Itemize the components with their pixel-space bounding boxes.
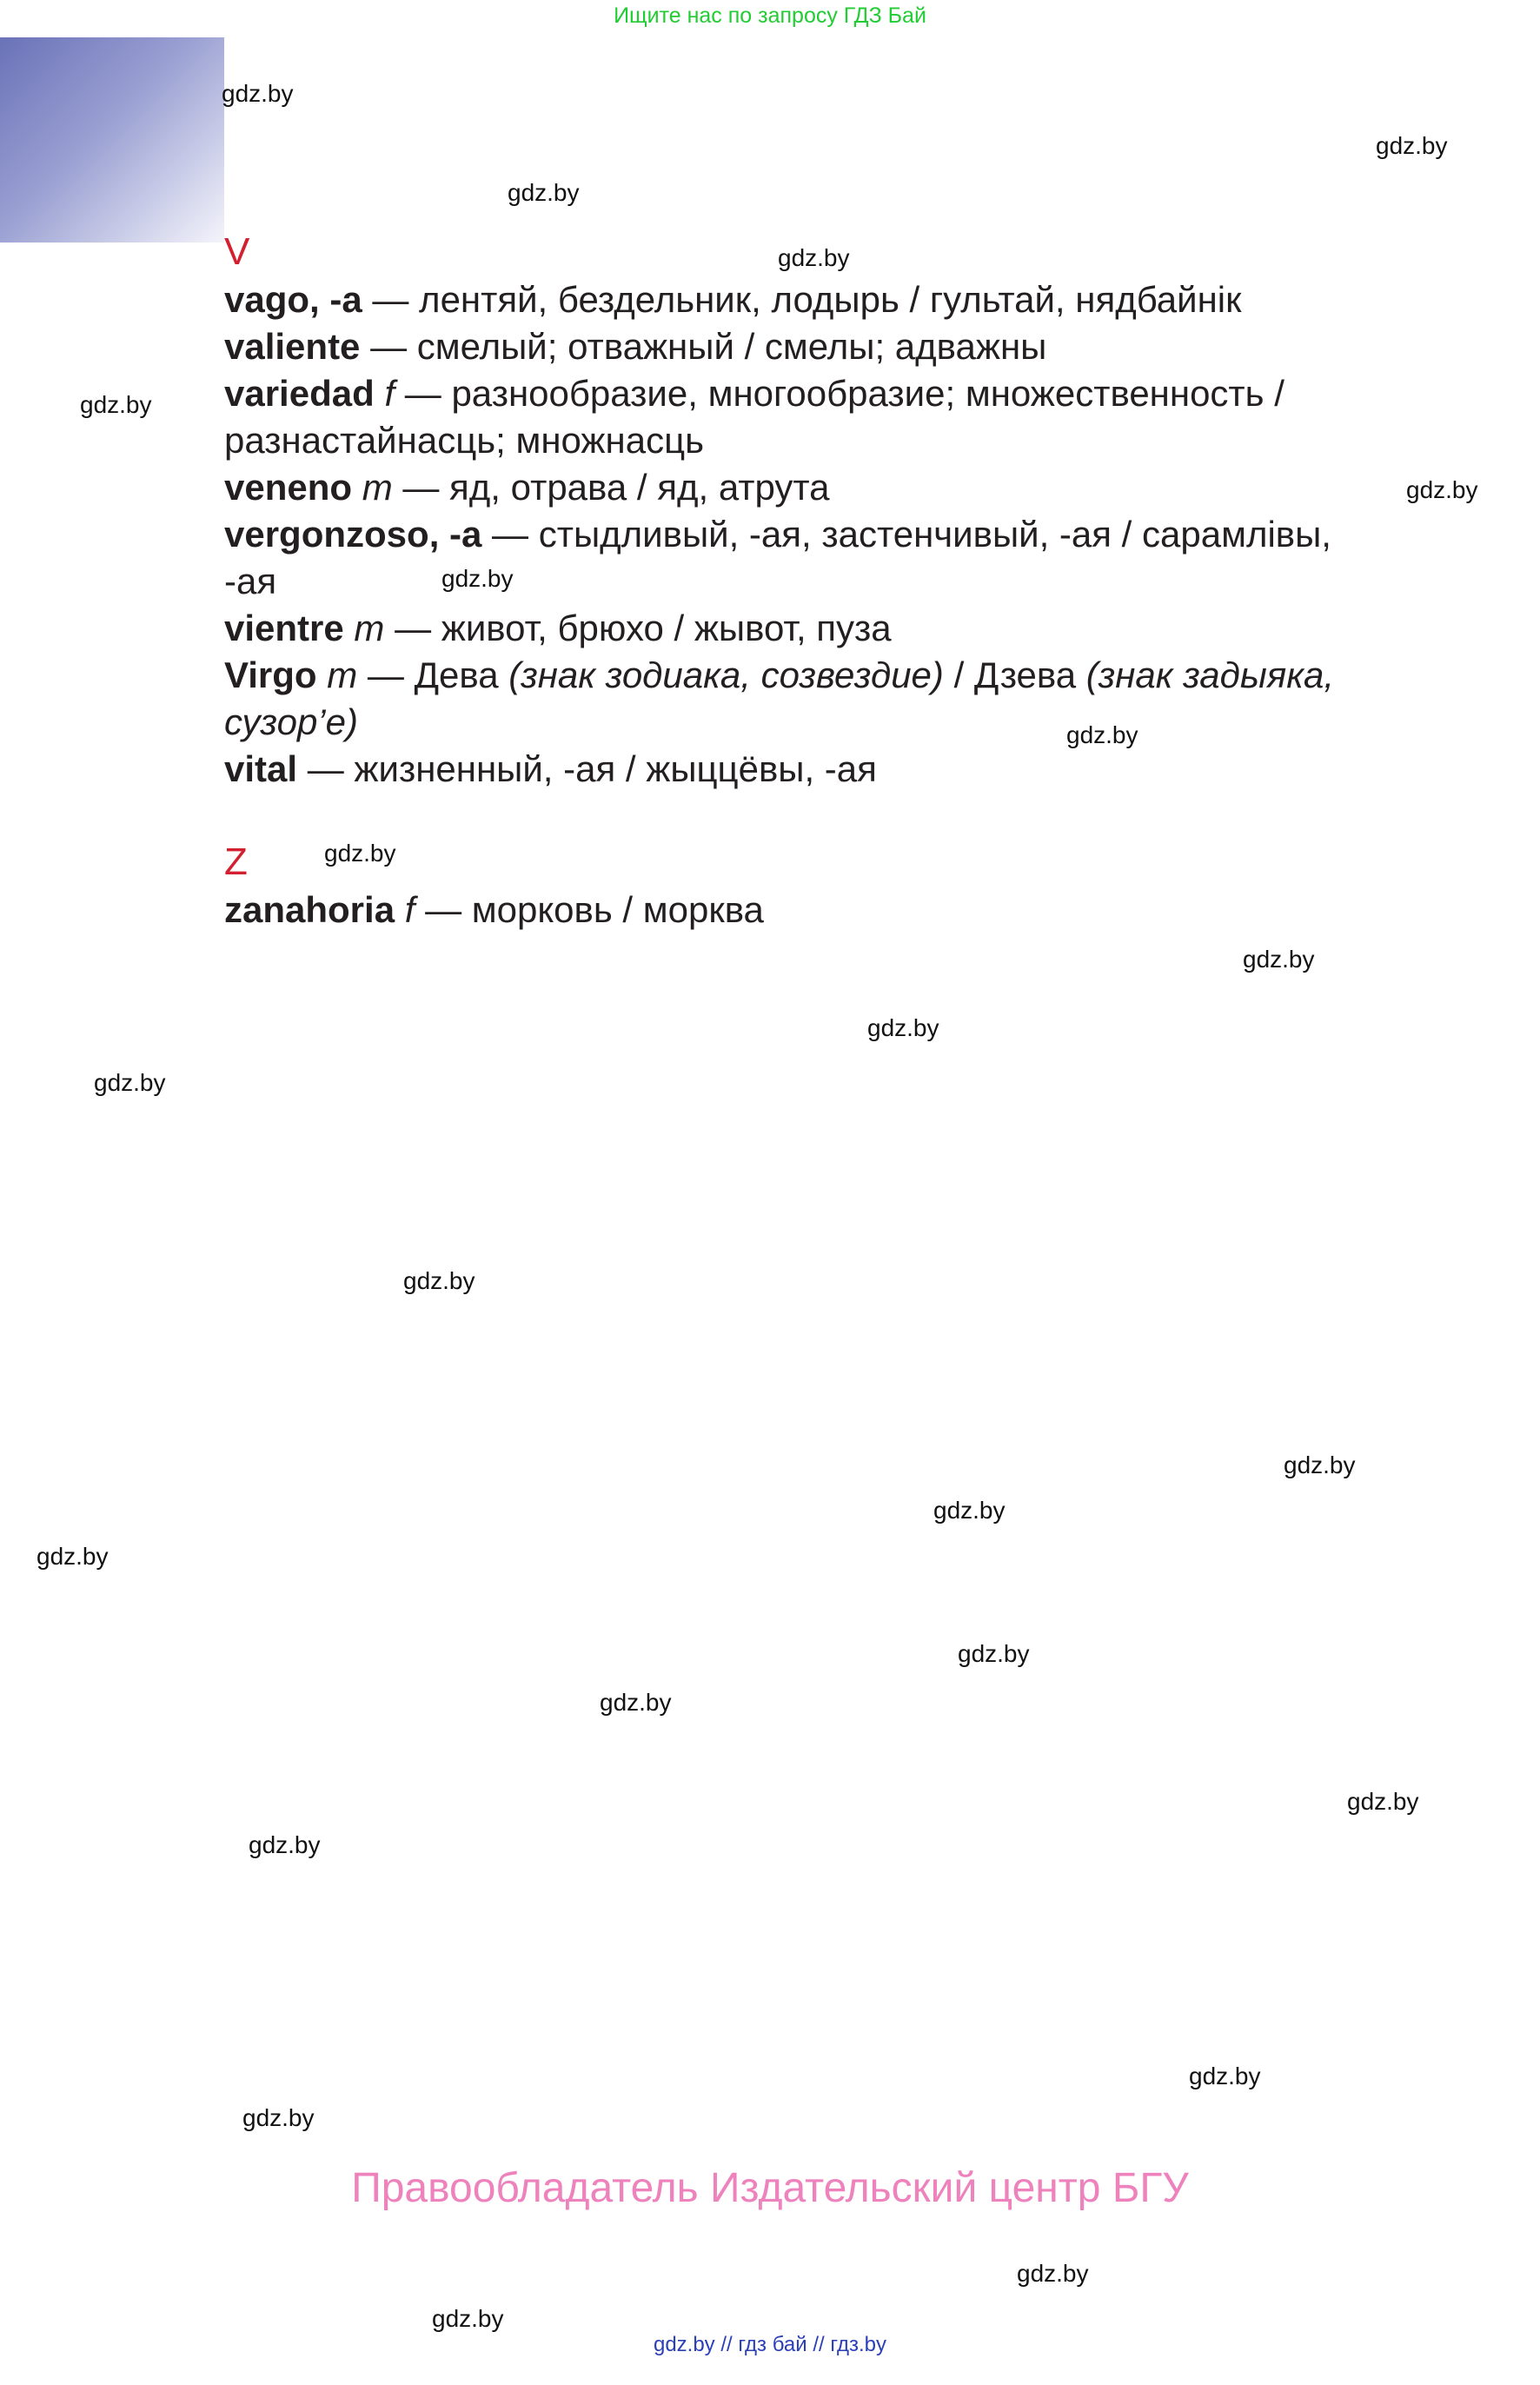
dictionary-entry	[224, 464, 1380, 511]
gender-mark: m	[327, 654, 358, 695]
gender-mark: m	[362, 467, 393, 508]
dictionary-entry	[224, 511, 1380, 605]
dictionary-section	[224, 228, 1380, 933]
watermark: gdz.by	[242, 2104, 315, 2131]
footer-links[interactable]: gdz.by // гдз бай // гдз.by	[653, 2333, 887, 2356]
dictionary-entry	[224, 746, 1380, 793]
watermark: gdz.by	[867, 1014, 939, 1041]
corner-gradient-decoration	[0, 37, 224, 242]
watermark: gdz.by	[508, 179, 580, 206]
watermark: gdz.by	[80, 391, 152, 418]
section-letter-v: V	[224, 230, 250, 273]
spacer-text	[395, 889, 405, 930]
watermark: gdz.by	[94, 1069, 166, 1096]
top-banner[interactable]: Ищите нас по запросу ГДЗ Бай	[614, 3, 926, 28]
translation-text: — разнообразие, многообразие; множественность / разнастайнасць; множнасць	[224, 373, 1284, 461]
watermark: gdz.by	[222, 80, 294, 107]
watermark: gdz.by	[1066, 721, 1138, 748]
watermark: gdz.by	[249, 1831, 321, 1858]
dictionary-entry	[224, 652, 1380, 746]
watermark: gdz.by	[441, 565, 514, 592]
dictionary-entry	[224, 605, 1380, 652]
headword: vergonzoso, -a	[224, 514, 482, 555]
watermark: gdz.by	[37, 1543, 109, 1570]
headword: veneno	[224, 467, 353, 508]
dictionary-entry	[224, 887, 1380, 933]
watermark: gdz.by	[324, 840, 396, 867]
spacer-text	[375, 373, 385, 414]
copyright-owner-line: Правообладатель Издательский центр БГУ	[351, 2165, 1189, 2211]
spacer-text	[352, 467, 362, 508]
dictionary-entry	[224, 323, 1380, 370]
headword: vital	[224, 748, 298, 789]
dictionary-entry	[224, 276, 1380, 323]
watermark: gdz.by	[432, 2305, 504, 2332]
watermark: gdz.by	[600, 1689, 672, 1716]
translation-text: — жизненный, -ая / жыццёвы, -ая	[297, 748, 877, 789]
translation-text: — лентяй, бездельник, лодырь / гультай, нядбайнік	[362, 279, 1242, 320]
headword: vientre	[224, 608, 344, 648]
watermark: gdz.by	[778, 244, 850, 271]
headword: Virgo	[224, 654, 317, 695]
watermark: gdz.by	[1406, 476, 1478, 503]
headword: vago, -a	[224, 279, 362, 320]
dictionary-entry	[224, 370, 1380, 464]
translation-text: — яд, отрава / яд, атрута	[392, 467, 830, 508]
watermark: gdz.by	[403, 1267, 475, 1294]
translation-text: — Дева	[357, 654, 509, 695]
gender-mark: f	[384, 373, 395, 414]
section-letter-z: Z	[224, 840, 248, 883]
watermark: gdz.by	[1284, 1452, 1356, 1478]
translation-text: — стыдливый, -ая, застенчивый, -ая / сарамлівы, -ая	[224, 514, 1331, 601]
spacer-text	[317, 654, 328, 695]
note-text: (знак зодиака, созвездие)	[508, 654, 944, 695]
gender-mark: m	[354, 608, 385, 648]
headword: valiente	[224, 326, 361, 367]
translation-text: — морковь / морква	[415, 889, 764, 930]
note-text: (знак задыяка, сузор’е)	[224, 654, 1335, 742]
watermark: gdz.by	[1347, 1788, 1419, 1815]
watermark: gdz.by	[1243, 946, 1315, 973]
watermark: gdz.by	[1017, 2260, 1089, 2287]
translation-text: — живот, брюхо / жывот, пуза	[384, 608, 892, 648]
gender-mark: f	[404, 889, 415, 930]
watermark: gdz.by	[1376, 132, 1448, 159]
watermark: gdz.by	[958, 1640, 1030, 1667]
watermark: gdz.by	[933, 1497, 1006, 1524]
spacer-text	[344, 608, 355, 648]
headword: variedad	[224, 373, 375, 414]
watermark: gdz.by	[1189, 2063, 1261, 2089]
headword: zanahoria	[224, 889, 395, 930]
translation-text: — смелый; отважный / смелы; адважны	[360, 326, 1047, 367]
translation-text: / Дзева	[943, 654, 1086, 695]
